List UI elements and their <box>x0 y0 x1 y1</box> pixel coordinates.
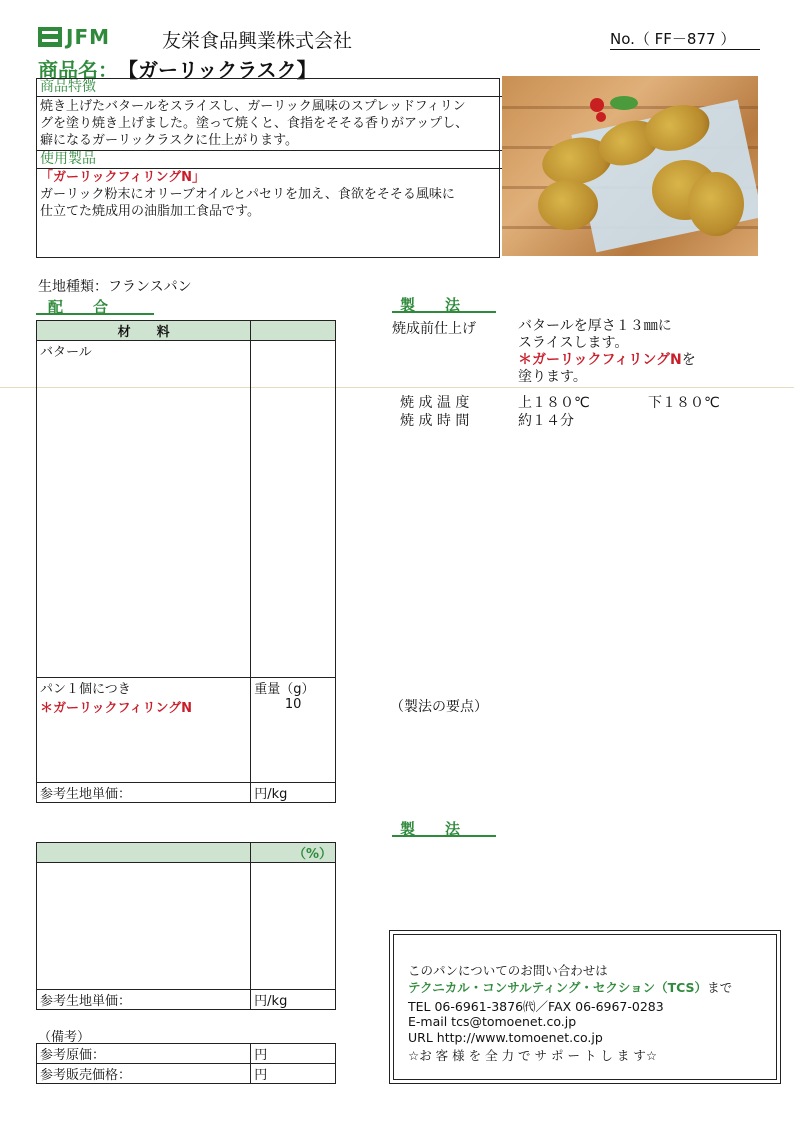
contact-slogan: ☆お 客 様 を 全 力 で サ ポ ー ト し ま す☆ <box>408 1048 658 1063</box>
method-step-line: スライスします。 <box>518 335 629 351</box>
unit-price-label: 参考生地単価： <box>37 783 251 803</box>
cost-label: 参考原価： <box>37 1044 251 1064</box>
bake-temp-label: 焼 成 温 度 <box>400 395 470 411</box>
product-name: 【ガーリックラスク】 <box>118 58 317 82</box>
per-bread-cell <box>37 678 251 783</box>
contact-inner-border <box>393 934 777 1080</box>
dough-type-text: 生地種類：フランスパン <box>38 279 192 295</box>
contact-line: このパンについてのお問い合わせは <box>408 963 608 978</box>
recipe-table <box>36 320 336 803</box>
material-item: バタール <box>40 345 92 360</box>
method-step <box>518 318 696 386</box>
features-title: 商品特徴 <box>37 79 502 97</box>
pct-header: （%） <box>251 843 336 863</box>
bake-temp-top: 上１８０℃ <box>518 395 590 411</box>
contact-tcs: テクニカル・コンサルティング・セクション（TCS） <box>408 980 708 995</box>
weight-cell <box>251 678 336 783</box>
recipe-table-2 <box>36 842 336 1010</box>
features-box <box>36 78 500 258</box>
method-title: 製 法 <box>400 296 461 314</box>
method-points-label: （製法の要点） <box>390 699 488 715</box>
company-logo <box>38 26 130 48</box>
method-step-label: 焼成前仕上げ <box>392 321 476 337</box>
features-line: 焼き上げたバタールをスライスし、ガーリック風味のスプレッドフィリン <box>40 99 466 114</box>
bake-time-value: 約１４分 <box>518 413 574 429</box>
cost-unit: 円 <box>251 1044 336 1064</box>
unit-price-label-2: 参考生地単価： <box>37 990 251 1010</box>
company-name: 友栄食品興業株式会社 <box>162 30 353 52</box>
product-label: 商品名： <box>38 58 118 82</box>
used-product-title: 使用製品 <box>37 150 502 169</box>
contact-box <box>389 930 781 1084</box>
method-title-underline <box>392 311 496 313</box>
filling-name: ＊ガーリックフィリングN <box>40 701 193 716</box>
method-step-line: 塗ります。 <box>518 369 587 385</box>
per-bread-label: パン１個につき <box>40 682 131 697</box>
weight-label: 重量（g） <box>254 682 315 697</box>
logo-text: JFM <box>66 25 111 49</box>
amount-header <box>251 321 336 341</box>
amount-cell-2 <box>251 863 336 990</box>
method-title-2: 製 法 <box>400 820 461 838</box>
logo-mark-icon <box>38 27 62 47</box>
material-header-2 <box>37 843 251 863</box>
material-cell <box>37 341 251 678</box>
features-text <box>40 98 496 149</box>
notes-title: （備考） <box>38 1030 91 1045</box>
price-label: 参考販売価格： <box>37 1064 251 1084</box>
used-product-name: 「ガーリックフィリングN」 <box>40 170 206 185</box>
notes-table <box>36 1043 336 1084</box>
filling-weight: 10 <box>284 697 302 712</box>
method-title-2-underline <box>392 835 496 837</box>
method-step-highlight: ＊ガーリックフィリングN <box>518 352 682 368</box>
method-step-line: バタールを厚さ１３㎜に <box>518 318 672 334</box>
document-number: No.（ FF－877 ） <box>610 28 760 50</box>
features-line: 癖になるガーリックラスクに仕上がります。 <box>40 133 299 148</box>
recipe-title-underline <box>36 313 154 315</box>
method-step-suffix: を <box>681 352 696 368</box>
used-product-text <box>40 169 496 220</box>
contact-email[interactable]: E-mail tcs@tomoenet.co.jp <box>408 1014 577 1029</box>
used-product-line: ガーリック粉末にオリーブオイルとパセリを加え、食欲をそそる風味に <box>40 187 455 202</box>
bake-time-label: 焼 成 時 間 <box>400 413 470 429</box>
amount-cell <box>251 341 336 678</box>
unit-price-unit: 円/kg <box>251 783 336 803</box>
unit-price-unit-2: 円/kg <box>251 990 336 1010</box>
material-cell-2 <box>37 863 251 990</box>
contact-line <box>408 978 732 996</box>
product-photo <box>502 76 758 256</box>
recipe-title: 配 合 <box>48 298 109 316</box>
price-unit: 円 <box>251 1064 336 1084</box>
features-line: グを塗り焼き上げました。塗って焼くと、食指をそそる香りがアップし、 <box>40 116 469 131</box>
contact-tel: TEL 06-6961-3876㈹／FAX 06-6967-0283 <box>408 999 664 1014</box>
material-header: 材 料 <box>37 321 251 341</box>
used-product-line: 仕立てた焼成用の油脂加工食品です。 <box>40 204 260 219</box>
bake-temp-bottom: 下１８０℃ <box>648 395 720 411</box>
dough-type <box>38 276 192 296</box>
contact-suffix: まで <box>707 980 733 995</box>
contact-url[interactable]: URL http://www.tomoenet.co.jp <box>408 1030 603 1045</box>
